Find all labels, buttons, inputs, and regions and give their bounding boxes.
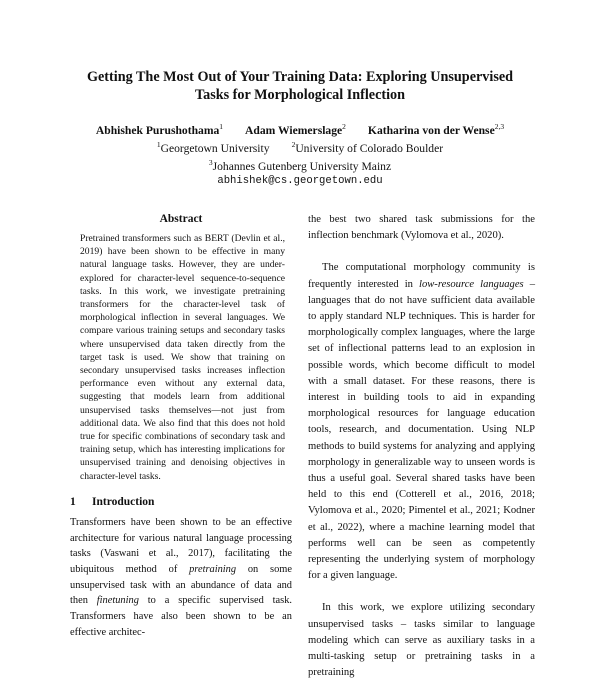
affiliation-mark: 2 — [291, 140, 296, 149]
text-run: to a specific supervised task. Transformers have also been shown to be an effective architec- — [70, 595, 292, 638]
author-affiliation-mark: 2,3 — [494, 122, 505, 131]
emphasis-text: low-resource languages — [419, 278, 524, 290]
author-affiliation-mark: 1 — [219, 122, 224, 131]
section-title: Introduction — [92, 495, 155, 508]
emphasis-text: finetuning — [96, 595, 139, 607]
title-line-1: Getting The Most Out of Your Training Data: Exploring Unsupervised — [86, 69, 514, 85]
text-run: on some unsupervised task with an abundance of data and then — [70, 563, 292, 607]
affiliation-mark: 1 — [156, 140, 161, 149]
left-column — [70, 212, 292, 640]
emphasis-text: pretraining — [189, 563, 237, 575]
author-name: Adam Wiemerslage — [245, 124, 343, 137]
author-names — [40, 120, 560, 138]
author-name: Abhishek Purushothama — [95, 124, 220, 137]
right-column — [308, 212, 535, 681]
text-run: – languages that do not have sufficient data available to apply standard NLP techniques. This is harder for morphologically complex languages, where the large set of inflectional patterns lead to an explosion in possible words, which become difficult to model with a small dataset. For these reasons, there is interest in building tools to aid in expanding morphological resources for language education tools, research, and documentation. Using NLP methods to build systems for analyzing and applying morphology in generalizable way to unseen words is thus a useful goal. Several shared tasks have been held to this end (Cotterell et al., 2016, 2018; Vylomova et al., 2020; Pimentel et al., 2021; Kodner et al., 2022), where a machine learning model that performs well can be seen as competently representing the underlying system of morphology for a given language. — [308, 278, 535, 582]
author-name: Katharina von der Wense — [367, 124, 495, 137]
abstract-text: Pretrained transformers such as BERT (Devlin et al., 2019) have been shown to be effective in many natural language tasks. However, they are under-explored for character-level sequence-to-sequence tasks. In this work, we investigate pretraining transformers for the character-level task of morphological inflection in several languages. We compare various training setups and secondary tasks where unsupervised data taken directly from the target task is used. We show that training on secondary unsupervised tasks increases inflection performance even without any external data, suggesting that models learn from additional unsupervised tasks themselves—not just from additional data. We also find that this does not hold true for specific combinations of secondary task and training setup, which has interesting implications for unsupervised training and denoising objectives in character-level tasks. — [80, 233, 285, 482]
abstract-heading: Abstract — [159, 213, 203, 225]
affiliation-mark: 3 — [208, 158, 213, 167]
intro-paragraph-left — [70, 515, 292, 641]
affiliation: Johannes Gutenberg University Mainz — [212, 160, 392, 173]
author-block — [40, 120, 560, 188]
author-affiliation-mark: 2 — [342, 122, 346, 131]
paper-title — [60, 68, 540, 104]
affiliation: University of Colorado Boulder — [295, 142, 444, 155]
text-run: Transformers have been shown to be an effective architecture for various natural language processing tasks (Vaswani et al., 2017), facilitating the ubiquitous method of — [70, 516, 292, 575]
section-heading-introduction — [70, 495, 292, 509]
continued-paragraph: the best two shared task submissions for the inflection benchmark (Vylomova et al., 2020). — [308, 214, 535, 242]
affiliations-line-1 — [40, 138, 560, 156]
section-number: 1 — [70, 495, 76, 508]
affiliations-line-2 — [40, 156, 560, 174]
this-work-paragraph: In this work, we explore utilizing secondary unsupervised tasks – tasks similar to language modeling which can serve as auxiliary tasks in a multi-tasking setup or pretraining tasks in a pretraining — [308, 602, 535, 679]
title-line-2: Tasks for Morphological Inflection — [194, 87, 406, 103]
text-run: The computational morphology community is frequently interested in — [308, 262, 535, 290]
morphology-paragraph — [308, 260, 535, 584]
affiliation: Georgetown University — [160, 142, 270, 155]
contact-email[interactable]: abhishek@cs.georgetown.edu — [217, 175, 383, 187]
